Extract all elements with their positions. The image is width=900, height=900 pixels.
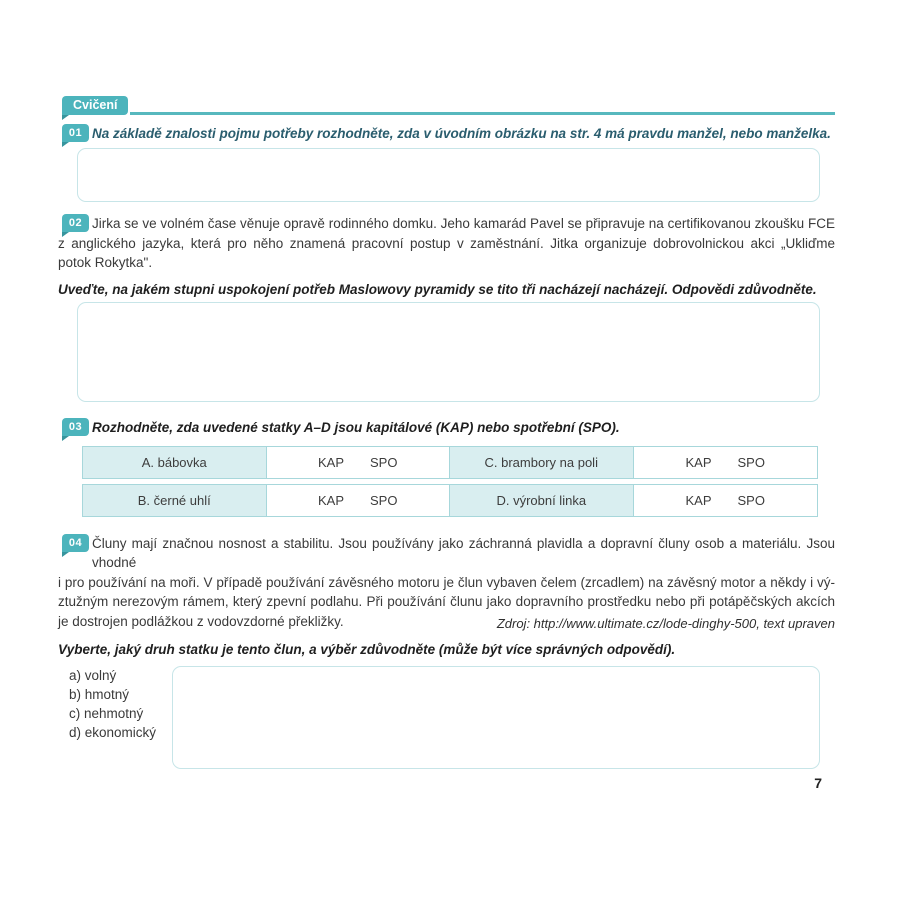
- table-answer-d: [634, 485, 818, 516]
- exercise-03-instruction: Rozhodněte, zda uvedené statky A–D jsou kapitálové (KAP) nebo spotřební (SPO).: [92, 419, 620, 435]
- exercise-02-answer-box[interactable]: [77, 302, 820, 402]
- table-row: [82, 484, 818, 517]
- section-header: [62, 96, 835, 115]
- exercise-04-answer-area: [58, 666, 835, 769]
- exercise-04-text-line: Čluny mají značnou nosnost a stabilitu. Jsou používány jako záchranná plavidla a dopravní čluny osob a materiálu. Jsou vhodné: [92, 535, 835, 570]
- exercise-04-text-line: je dostrojen podlážkou z vodovzdorné překližky.: [58, 613, 344, 629]
- table-answer-c: [634, 447, 818, 478]
- exercise-04-text-line: ztužným nerezovým rámem, který zpevní podlahu. Při používání člunu jako dopravního prostředku nebo při potápěčských akcích: [58, 594, 835, 609]
- kap-option[interactable]: KAP: [318, 492, 345, 508]
- table-item-b: B. černé uhlí: [83, 485, 267, 516]
- exercise-02: [58, 214, 835, 402]
- table-answer-b: [267, 485, 451, 516]
- page-number: 7: [814, 775, 822, 791]
- exercise-01: [58, 124, 835, 202]
- section-title-tab: Cvičení: [62, 96, 128, 115]
- exercise-03: [58, 418, 835, 517]
- exercise-02-text-line: Jirka se ve volném čase věnuje opravě rodinného domku. Jeho kamarád Pavel se připravuje na certifikovanou zkoušku FCE: [92, 216, 835, 231]
- exercise-04-answer-box[interactable]: [172, 666, 820, 769]
- exercise-04: [58, 534, 835, 770]
- option-c[interactable]: c) nehmotný: [69, 706, 144, 721]
- exercise-03-badge: 03: [62, 418, 89, 436]
- exercise-04-instruction: Vyberte, jaký druh statku je tento člun, a výběr zdůvodněte (může být více správných odpovědí).: [58, 642, 676, 657]
- goods-table: [82, 446, 818, 517]
- table-item-d: D. výrobní linka: [450, 485, 634, 516]
- spo-option[interactable]: SPO: [370, 492, 398, 508]
- spo-option[interactable]: SPO: [737, 454, 765, 470]
- kap-option[interactable]: KAP: [685, 454, 712, 470]
- exercise-01-answer-box[interactable]: [77, 148, 820, 202]
- spo-option[interactable]: SPO: [737, 492, 765, 508]
- spo-option[interactable]: SPO: [370, 454, 398, 470]
- table-answer-a: [267, 447, 451, 478]
- option-a[interactable]: a) volný: [69, 668, 117, 683]
- exercise-02-badge: 02: [62, 214, 89, 232]
- exercise-04-badge: 04: [62, 534, 89, 552]
- table-item-a: A. bábovka: [83, 447, 267, 478]
- table-item-c: C. brambory na poli: [450, 447, 634, 478]
- exercise-01-instruction: Na základě znalosti pojmu potřeby rozhodněte, zda v úvodním obrázku na str. 4 má pravdu manžel, nebo manželka.: [92, 126, 831, 141]
- options-list: [58, 666, 172, 742]
- kap-option[interactable]: KAP: [685, 492, 712, 508]
- option-d[interactable]: d) ekonomický: [69, 725, 157, 740]
- exercise-01-badge: 01: [62, 124, 89, 142]
- option-b[interactable]: b) hmotný: [69, 687, 130, 702]
- kap-option[interactable]: KAP: [318, 454, 345, 470]
- exercise-02-text-line: z anglického jazyka, která pro něho znamená pracovní postup v zaměstnání. Jitka organizuje dobrovolnickou akci „Ukliďme: [58, 235, 835, 251]
- exercise-04-text-line: i pro používání na moři. V případě používání závěsného motoru je člun vybaven čelem (zrcadlem) na závěsný motor a někdy i vý-: [58, 574, 835, 590]
- section-header-rule: [130, 112, 835, 115]
- exercise-02-instruction: Uveďte, na jakém stupni uspokojení potřeb Maslowovy pyramidy se tito tři nacházejí nacházejí. Odpovědi zdůvodněte.: [58, 281, 817, 297]
- exercise-02-text-line: potok Rokytka".: [58, 255, 153, 270]
- table-row: [82, 446, 818, 479]
- source-citation: Zdroj: http://www.ultimate.cz/lode-dinghy-500, text upraven: [496, 616, 835, 631]
